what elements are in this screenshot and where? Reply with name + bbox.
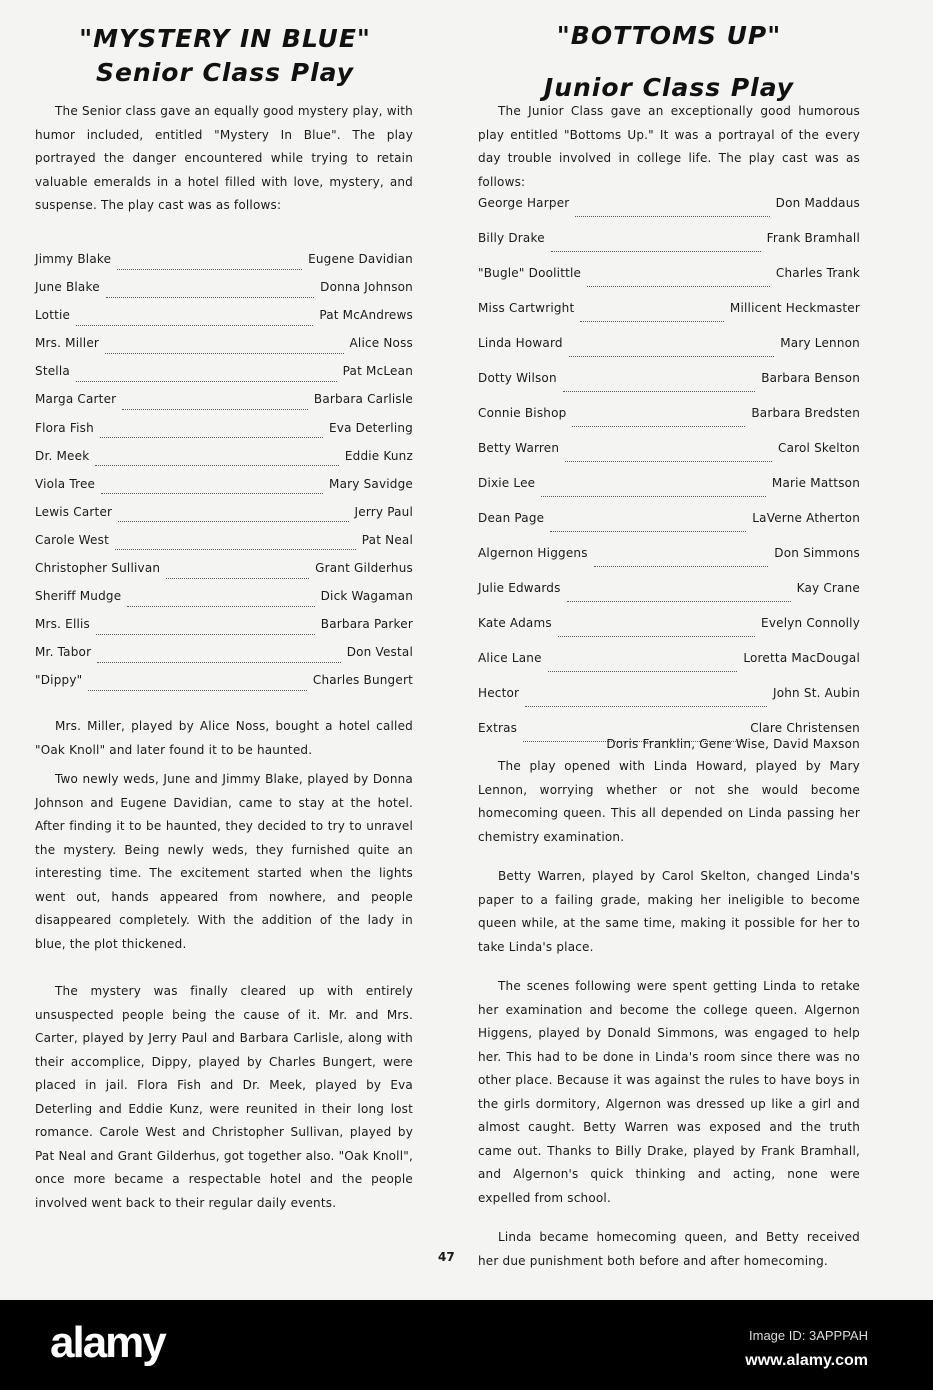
paragraph: Betty Warren, played by Carol Skelton, changed Linda's paper to a failing grade, making her ineligible to become queen while, at the same time, making it possible for her to take Linda's place. xyxy=(478,869,860,954)
cast-row xyxy=(35,449,413,477)
cast-row xyxy=(35,505,413,533)
role-name: Betty Warren xyxy=(478,441,560,455)
dot-leader xyxy=(565,461,772,462)
paragraph: The play opened with Linda Howard, played by Mary Lennon, worrying whether or not she would become homecoming queen. This all depended on Linda passing her chemistry examination. xyxy=(478,759,860,844)
actor-name: Alice Noss xyxy=(349,336,413,351)
actor-name: Barbara Bredsten xyxy=(751,406,860,420)
watermark-url: www.alamy.com xyxy=(745,1352,868,1369)
dot-leader xyxy=(550,531,746,532)
actor-name: Charles Bungert xyxy=(312,673,413,688)
cast-row xyxy=(478,196,860,231)
role-name: Billy Drake xyxy=(478,231,545,245)
dot-leader xyxy=(76,381,337,382)
cast-row xyxy=(478,581,860,616)
cast-row xyxy=(35,477,413,505)
cast-row xyxy=(478,511,860,546)
actor-name: Loretta MacDougal xyxy=(743,651,860,665)
actor-name: Eugene Davidian xyxy=(308,252,413,266)
cast-row xyxy=(35,589,413,617)
subtitle-line: Senior Class Play xyxy=(95,58,355,87)
role-name: Sheriff Mudge xyxy=(35,589,122,604)
cast-row xyxy=(35,673,413,701)
cast-row xyxy=(478,336,860,371)
actor-name: Jerry Paul xyxy=(354,504,413,519)
role-name: Dr. Meek xyxy=(35,448,90,463)
paragraph: Linda became homecoming queen, and Betty received her due punishment both before and after homecoming. xyxy=(478,1230,860,1268)
dot-leader xyxy=(569,356,775,357)
role-name: Alice Lane xyxy=(478,651,542,665)
cast-row xyxy=(478,406,860,441)
dot-leader xyxy=(166,578,309,579)
dot-leader xyxy=(106,297,314,298)
role-name: Jimmy Blake xyxy=(35,252,112,266)
role-name: George Harper xyxy=(478,196,570,210)
actor-name: Dick Wagaman xyxy=(320,589,413,604)
dot-leader xyxy=(122,409,308,410)
cast-row xyxy=(478,546,860,581)
dot-leader xyxy=(575,216,769,217)
extras-more: Doris Franklin, Gene Wise, David Maxson xyxy=(606,737,860,751)
actor-name: Pat Neal xyxy=(361,532,413,547)
actor-name: Millicent Heckmaster xyxy=(729,301,860,315)
cast-row xyxy=(35,308,413,336)
actor-name: Eddie Kunz xyxy=(344,448,413,463)
role-name: Linda Howard xyxy=(478,336,563,350)
actor-name: Mary Savidge xyxy=(329,476,413,491)
actor-name: Frank Bramhall xyxy=(766,231,860,245)
cast-row xyxy=(478,441,860,476)
role-name: "Bugle" Doolittle xyxy=(478,266,582,280)
junior-intro xyxy=(478,100,860,194)
cast-row xyxy=(478,266,860,301)
dot-leader xyxy=(127,606,314,607)
dot-leader xyxy=(563,391,755,392)
role-name: Viola Tree xyxy=(35,476,96,491)
dot-leader xyxy=(541,496,766,497)
cast-row xyxy=(35,336,413,364)
paragraph: Mrs. Miller, played by Alice Noss, bought a hotel called "Oak Knoll" and later found it to be haunted. xyxy=(35,719,413,757)
role-name: Stella xyxy=(35,364,70,379)
role-name: Connie Bishop xyxy=(478,406,567,420)
actor-name: Pat McLean xyxy=(342,364,413,379)
dot-leader xyxy=(548,671,738,672)
cast-row xyxy=(35,252,413,280)
watermark-footer xyxy=(0,1300,933,1390)
dot-leader xyxy=(95,465,338,466)
role-name: Marga Carter xyxy=(35,392,117,407)
role-name: Miss Cartwright xyxy=(478,301,575,315)
subtitle-line: Junior Class Play xyxy=(543,73,795,102)
dot-leader xyxy=(76,325,313,326)
dot-leader xyxy=(567,601,791,602)
senior-cast-list xyxy=(35,252,413,702)
actor-name: Carol Skelton xyxy=(777,441,860,455)
dot-leader xyxy=(117,269,302,270)
actor-name: Pat McAndrews xyxy=(319,308,413,323)
actor-name: Evelyn Connolly xyxy=(761,616,860,630)
cast-row xyxy=(478,651,860,686)
actor-name: Barbara Parker xyxy=(320,617,413,632)
actor-name: Don Vestal xyxy=(346,645,413,660)
role-name: Mr. Tabor xyxy=(35,645,92,660)
cast-row xyxy=(35,645,413,673)
actor-name: Donna Johnson xyxy=(320,280,413,295)
cast-row xyxy=(35,533,413,561)
cast-row xyxy=(35,421,413,449)
role-name: Flora Fish xyxy=(35,420,94,435)
junior-cast-list xyxy=(478,196,860,756)
cast-row xyxy=(35,392,413,420)
role-name: Algernon Higgens xyxy=(478,546,588,560)
role-name: "Dippy" xyxy=(35,673,83,688)
role-name: Mrs. Ellis xyxy=(35,617,91,632)
dot-leader xyxy=(580,321,724,322)
actor-name: Barbara Benson xyxy=(761,371,860,385)
actor-name: Eva Deterling xyxy=(329,420,413,435)
cast-row xyxy=(478,616,860,651)
actor-name: Don Maddaus xyxy=(775,196,860,210)
senior-play-title xyxy=(35,22,415,90)
role-name: Carole West xyxy=(35,532,109,547)
junior-play-title xyxy=(478,10,860,114)
cast-row xyxy=(478,231,860,266)
page-number: 47 xyxy=(438,1250,455,1264)
role-name: Mrs. Miller xyxy=(35,336,100,351)
paragraph: The Junior Class gave an exceptionally good humorous play entitled "Bottoms Up." It was a portrayal of the every day trouble involved in college life. The play cast was as follows: xyxy=(478,104,860,189)
dot-leader xyxy=(96,634,315,635)
paragraph: The Senior class gave an equally good mystery play, with humor included, entitled "Mystery In Blue". The play portrayed the danger encountered while trying to retain valuable emeralds in a hotel filled with love, mystery, and suspense. The play cast was as follows: xyxy=(35,104,413,212)
cast-row xyxy=(478,301,860,336)
actor-name: Charles Trank xyxy=(775,266,860,280)
paragraph: The mystery was finally cleared up with entirely unsuspected people being the cause of it. Mr. and Mrs. Carter, played by Jerry Paul and Barbara Carlisle, along with their accomplice, Dippy, played by Charles Bungert, were placed in jail. Flora Fish and Dr. Meek, played by Eva Deterling and Eddie Kunz, were reunited in their long lost romance. Carole West and Christopher Sullivan, played by Pat Neal and Grant Gilderhus, got together also. "Oak Knoll", once more became a respectable hotel and the people involved went back to their regular daily events. xyxy=(35,984,413,1210)
title-line: "MYSTERY IN BLUE" xyxy=(79,24,371,53)
senior-intro xyxy=(35,100,413,218)
dot-leader xyxy=(97,662,340,663)
senior-body xyxy=(35,715,413,1215)
dot-leader xyxy=(118,521,348,522)
junior-body xyxy=(478,737,860,1273)
cast-row xyxy=(35,280,413,308)
role-name: Dixie Lee xyxy=(478,476,536,490)
dot-leader xyxy=(105,353,343,354)
dot-leader xyxy=(594,566,769,567)
cast-row xyxy=(478,476,860,511)
cast-row xyxy=(478,686,860,721)
role-name: Julie Edwards xyxy=(478,581,561,595)
actor-name: Kay Crane xyxy=(796,581,860,595)
actor-name: Grant Gilderhus xyxy=(315,561,413,576)
role-name: Dean Page xyxy=(478,511,545,525)
cast-row xyxy=(35,617,413,645)
title-line: "BOTTOMS UP" xyxy=(556,21,782,50)
alamy-logo: alamy xyxy=(50,1318,165,1367)
actor-name: Clare Christensen xyxy=(750,721,860,735)
dot-leader xyxy=(572,426,745,427)
role-name: Lewis Carter xyxy=(35,504,113,519)
paragraph: The scenes following were spent getting Linda to retake her examination and become the college queen. Algernon Higgens, played by Donald Simmons, was engaged to help her. This had to be done in Linda's room since there was no other place. Because it was against the rules to have boys in the girls dormitory, Algernon was dressed up like a girl and almost caught. Betty Warren was exposed and the truth came out. Thanks to Billy Drake, played by Frank Bramhall, and Algernon's quick thinking and acting, none were expelled from school. xyxy=(478,979,860,1205)
dot-leader xyxy=(88,690,307,691)
actor-name: Don Simmons xyxy=(774,546,860,560)
image-id: Image ID: 3APPPAH xyxy=(749,1328,868,1343)
role-name: Christopher Sullivan xyxy=(35,561,161,576)
actor-name: Mary Lennon xyxy=(780,336,860,350)
dot-leader xyxy=(551,251,761,252)
dot-leader xyxy=(100,437,323,438)
role-name: Kate Adams xyxy=(478,616,552,630)
role-name: June Blake xyxy=(35,280,100,295)
actor-name: LaVerne Atherton xyxy=(752,511,860,525)
cast-row xyxy=(35,364,413,392)
dot-leader xyxy=(115,549,356,550)
role-name: Hector xyxy=(478,686,520,700)
cast-row xyxy=(35,561,413,589)
cast-row xyxy=(478,371,860,406)
dot-leader xyxy=(587,286,770,287)
dot-leader xyxy=(101,493,323,494)
dot-leader xyxy=(558,636,755,637)
role-name: Extras xyxy=(478,721,518,735)
actor-name: John St. Aubin xyxy=(772,686,860,700)
paragraph: Two newly weds, June and Jimmy Blake, played by Donna Johnson and Eugene Davidian, came to stay at the hotel. After finding it to be haunted, they decided to try to unravel the mystery. Being newly weds, they furnished quite an interesting time. The excitement started when the lights went out, hands appeared from nowhere, and people disappeared completely. With the addition of the lady in blue, the plot thickened. xyxy=(35,772,413,951)
role-name: Dotty Wilson xyxy=(478,371,557,385)
actor-name: Marie Mattson xyxy=(771,476,860,490)
actor-name: Barbara Carlisle xyxy=(313,392,413,407)
dot-leader xyxy=(525,706,767,707)
role-name: Lottie xyxy=(35,308,71,323)
